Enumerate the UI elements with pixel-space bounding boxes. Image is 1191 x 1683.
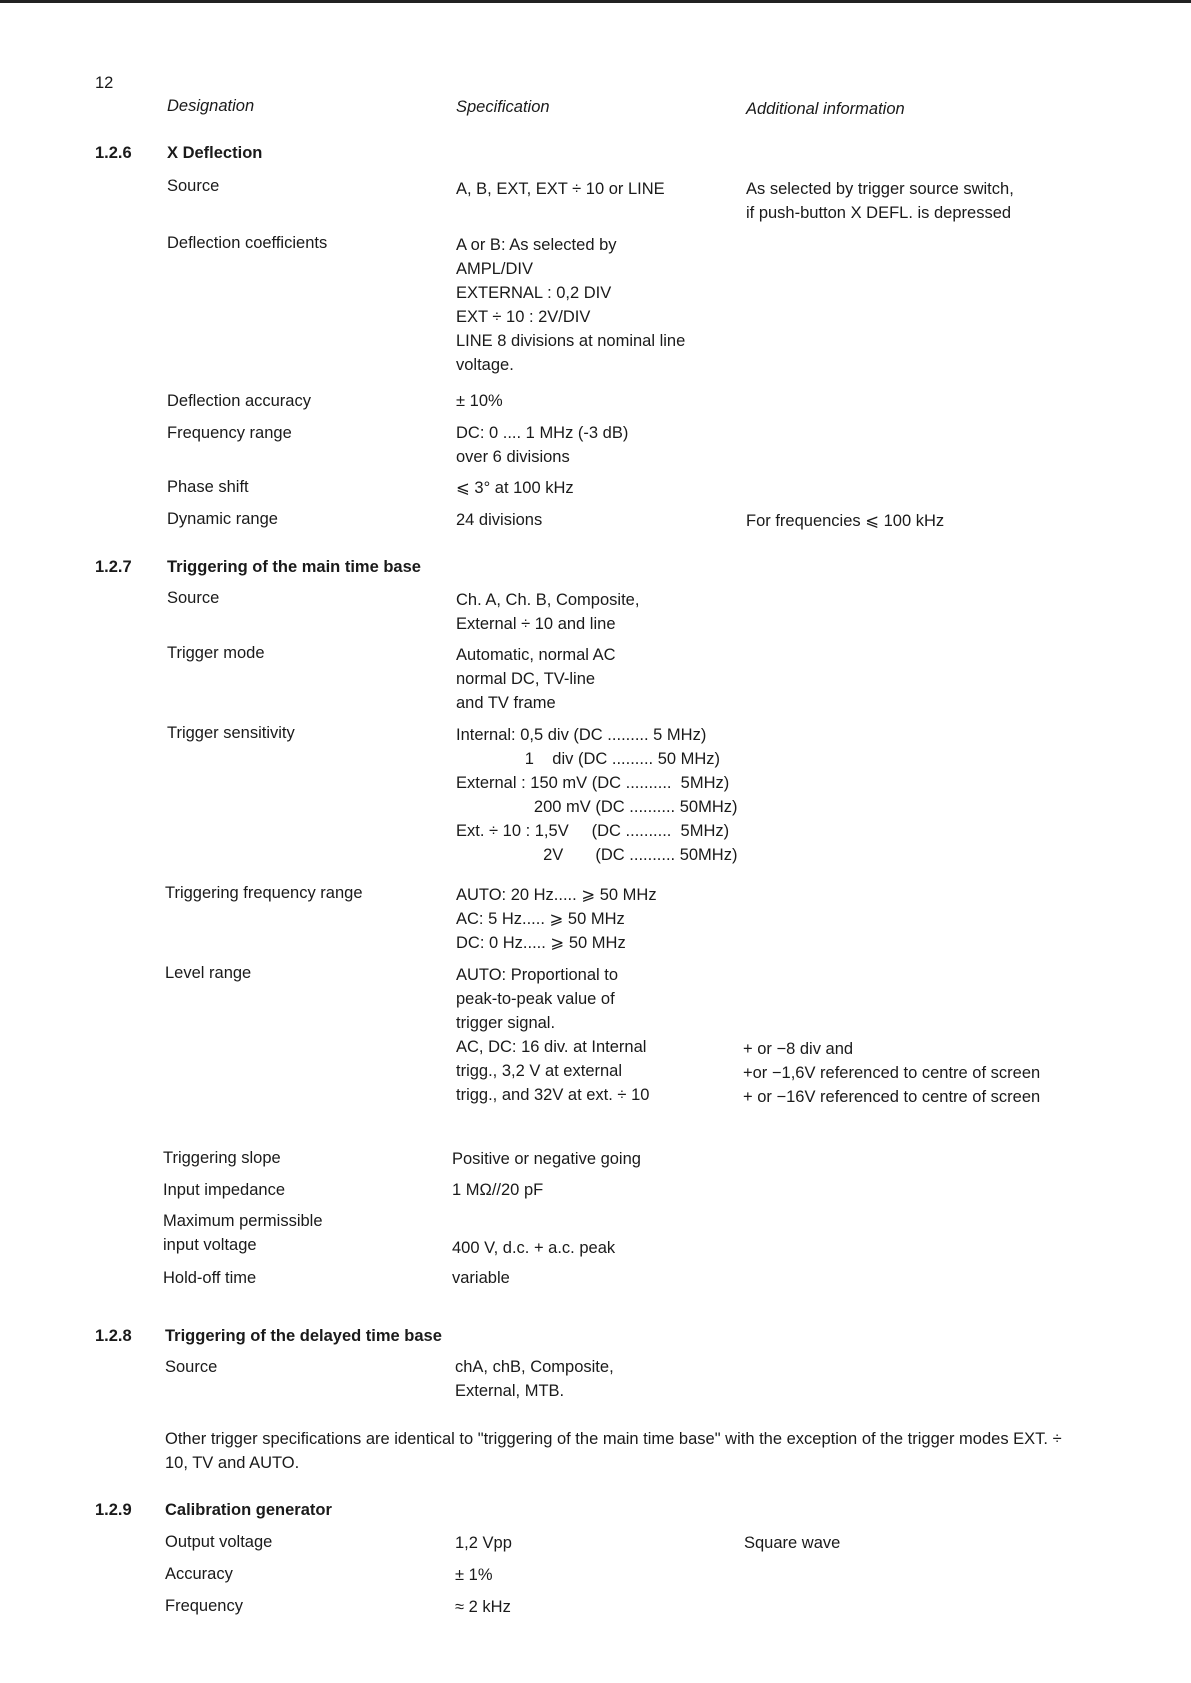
section-number: 1.2.9 [95,1501,132,1519]
section-title: Triggering of the delayed time base [165,1327,442,1345]
specification-cell: 1 MΩ//20 pF [452,1181,544,1199]
section-number: 1.2.8 [95,1327,132,1345]
designation-cell: Trigger mode [167,644,265,662]
specification-cell: 400 V, d.c. + a.c. peak [452,1239,616,1257]
specification-cell: Automatic, normal AC normal DC, TV-line and TV frame [456,646,616,712]
designation-cell: Frequency [165,1597,243,1615]
section-title: Triggering of the main time base [167,558,421,576]
specification-cell: Ch. A, Ch. B, Composite, External ÷ 10 and line [456,591,640,633]
designation-cell: Accuracy [165,1565,233,1583]
designation-cell: Deflection accuracy [167,392,311,410]
specification-cell: DC: 0 .... 1 MHz (-3 dB) over 6 divisions [456,424,629,466]
additional-info-cell: Square wave [744,1534,841,1552]
designation-cell: Source [167,589,220,607]
designation-cell: Output voltage [165,1533,273,1551]
specification-cell: 1,2 Vpp [455,1534,512,1552]
designation-cell: Triggering slope [163,1149,281,1167]
specification-cell: AUTO: Proportional to peak-to-peak value of trigger signal. AC, DC: 16 div. at Internal trigg., 3,2 V at external trigg., and 32V at ext. ÷ 10 [456,966,650,1104]
designation-cell: Level range [165,964,252,982]
section-title: Calibration generator [165,1501,332,1519]
specification-cell: ± 1% [455,1566,493,1584]
specification-cell: ⩽ 3° at 100 kHz [456,479,574,497]
specification-cell: A, B, EXT, EXT ÷ 10 or LINE [456,180,665,198]
specification-cell: ± 10% [456,392,503,410]
section-number: 1.2.6 [95,144,132,162]
page-number: 12 [95,74,114,92]
specification-cell: 24 divisions [456,511,543,529]
designation-cell: Deflection coefficients [167,234,328,252]
designation-cell: Hold-off time [163,1269,257,1287]
header-designation: Designation [167,97,255,115]
header-specification: Specification [456,98,550,116]
section-title: X Deflection [167,144,263,162]
specification-cell: ≈ 2 kHz [455,1598,511,1616]
additional-info-cell: For frequencies ⩽ 100 kHz [746,512,945,530]
page-top-border [0,0,1191,3]
designation-cell: Source [165,1358,218,1376]
designation-cell: Source [167,177,220,195]
designation-cell: Trigger sensitivity [167,724,295,742]
designation-cell: Triggering frequency range [165,884,363,902]
designation-cell: Frequency range [167,424,292,442]
section-note: Other trigger specifications are identical to "triggering of the main time base" with the exception of the trigger modes EXT. ÷ 10, TV and AUTO. [165,1430,1062,1472]
specification-cell: chA, chB, Composite, External, MTB. [455,1358,614,1400]
specification-cell: Positive or negative going [452,1150,641,1168]
designation-cell: Phase shift [167,478,249,496]
additional-info-cell: As selected by trigger source switch, if push-button X DEFL. is depressed [746,180,1014,222]
specification-cell: Internal: 0,5 div (DC ......... 5 MHz) 1 div (DC ......... 50 MHz) External : 150 mV (DC .......... 5MHz) 200 mV (DC .......... 50MHz) Ext. ÷ 10 : 1,5V (DC .......... 5MHz) 2V (DC .......... 50MHz) [456,726,738,864]
additional-info-cell: + or −8 div and +or −1,6V referenced to centre of screen + or −16V referenced to centre of screen [743,1040,1041,1106]
header-additional-information: Additional information [746,100,905,118]
designation-cell: Maximum permissible input voltage [163,1212,323,1254]
designation-cell: Input impedance [163,1181,286,1199]
section-number: 1.2.7 [95,558,132,576]
designation-cell: Dynamic range [167,510,278,528]
specification-cell: A or B: As selected by AMPL/DIV EXTERNAL : 0,2 DIV EXT ÷ 10 : 2V/DIV LINE 8 divisions at nominal line voltage. [456,236,686,374]
specification-cell: variable [452,1269,510,1287]
specification-cell: AUTO: 20 Hz..... ⩾ 50 MHz AC: 5 Hz..... ⩾ 50 MHz DC: 0 Hz..... ⩾ 50 MHz [456,886,657,952]
